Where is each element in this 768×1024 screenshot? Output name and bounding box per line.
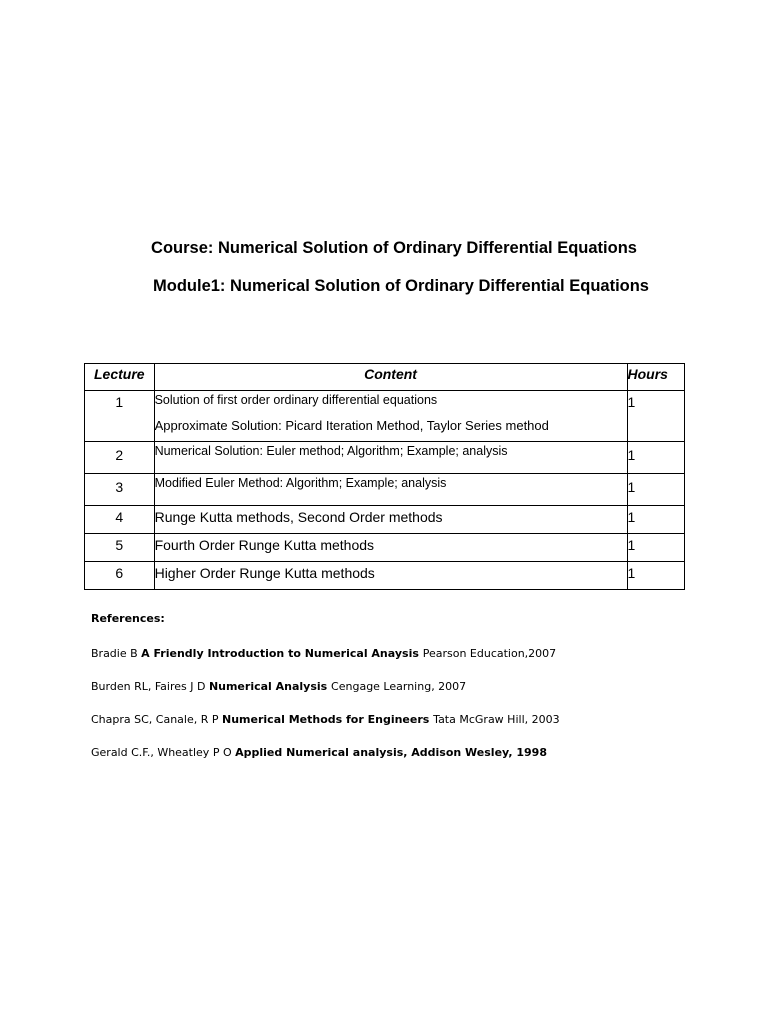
- header-lecture: Lecture: [85, 364, 155, 391]
- lecture-hours: 1: [627, 391, 684, 442]
- lecture-number: 3: [85, 474, 155, 506]
- lecture-content: Higher Order Runge Kutta methods: [154, 562, 627, 590]
- reference-title: Numerical Analysis: [208, 680, 332, 693]
- reference-publisher: Pearson Education,2007: [422, 647, 557, 660]
- table-row: [85, 562, 685, 590]
- lecture-number: 1: [85, 391, 155, 442]
- lecture-hours: 1: [627, 534, 684, 562]
- lecture-content-line: Approximate Solution: Picard Iteration Method, Taylor Series method: [154, 418, 549, 433]
- lecture-schedule-table: [84, 363, 685, 590]
- lecture-content: Runge Kutta methods, Second Order methods: [154, 506, 627, 534]
- lecture-content: Numerical Solution: Euler method; Algorithm; Example; analysis: [154, 442, 627, 474]
- lecture-number: 6: [85, 562, 155, 590]
- lecture-hours: 1: [627, 506, 684, 534]
- reference-item: [91, 713, 560, 726]
- table-header-row: [85, 364, 685, 391]
- reference-authors: Bradie B: [91, 647, 142, 660]
- reference-item: [91, 746, 560, 759]
- references-section: [91, 612, 560, 779]
- header-content: Content: [154, 364, 627, 391]
- reference-authors: Gerald C.F., Wheatley P O: [91, 746, 236, 759]
- reference-authors: Chapra SC, Canale, R P: [91, 713, 223, 726]
- reference-title: Applied Numerical analysis, Addison Wesley, 1998: [235, 746, 547, 759]
- reference-publisher: Cengage Learning, 2007: [331, 680, 467, 693]
- header-hours: Hours: [627, 364, 684, 391]
- table-row: [85, 391, 685, 442]
- table-row: [85, 534, 685, 562]
- reference-authors: Burden RL, Faires J D: [91, 680, 209, 693]
- course-title: Course: Numerical Solution of Ordinary Differential Equations: [151, 239, 637, 257]
- table-row: [85, 474, 685, 506]
- table-row: [85, 506, 685, 534]
- lecture-number: 4: [85, 506, 155, 534]
- table-row: [85, 442, 685, 474]
- lecture-hours: 1: [627, 562, 684, 590]
- lecture-hours: 1: [627, 442, 684, 474]
- reference-item: [91, 647, 560, 660]
- lecture-content: [154, 391, 627, 442]
- lecture-content-line: Solution of first order ordinary differential equations: [154, 393, 438, 407]
- module-title: Module1: Numerical Solution of Ordinary Differential Equations: [153, 277, 649, 295]
- reference-title: Numerical Methods for Engineers: [222, 713, 434, 726]
- lecture-number: 5: [85, 534, 155, 562]
- lecture-number: 2: [85, 442, 155, 474]
- lecture-content: Modified Euler Method: Algorithm; Example; analysis: [154, 474, 627, 506]
- reference-publisher: Tata McGraw Hill, 2003: [433, 713, 560, 726]
- lecture-hours: 1: [627, 474, 684, 506]
- reference-title: A Friendly Introduction to Numerical Anaysis: [141, 647, 423, 660]
- reference-item: [91, 680, 560, 693]
- lecture-content: Fourth Order Runge Kutta methods: [154, 534, 627, 562]
- references-heading: References:: [91, 612, 165, 625]
